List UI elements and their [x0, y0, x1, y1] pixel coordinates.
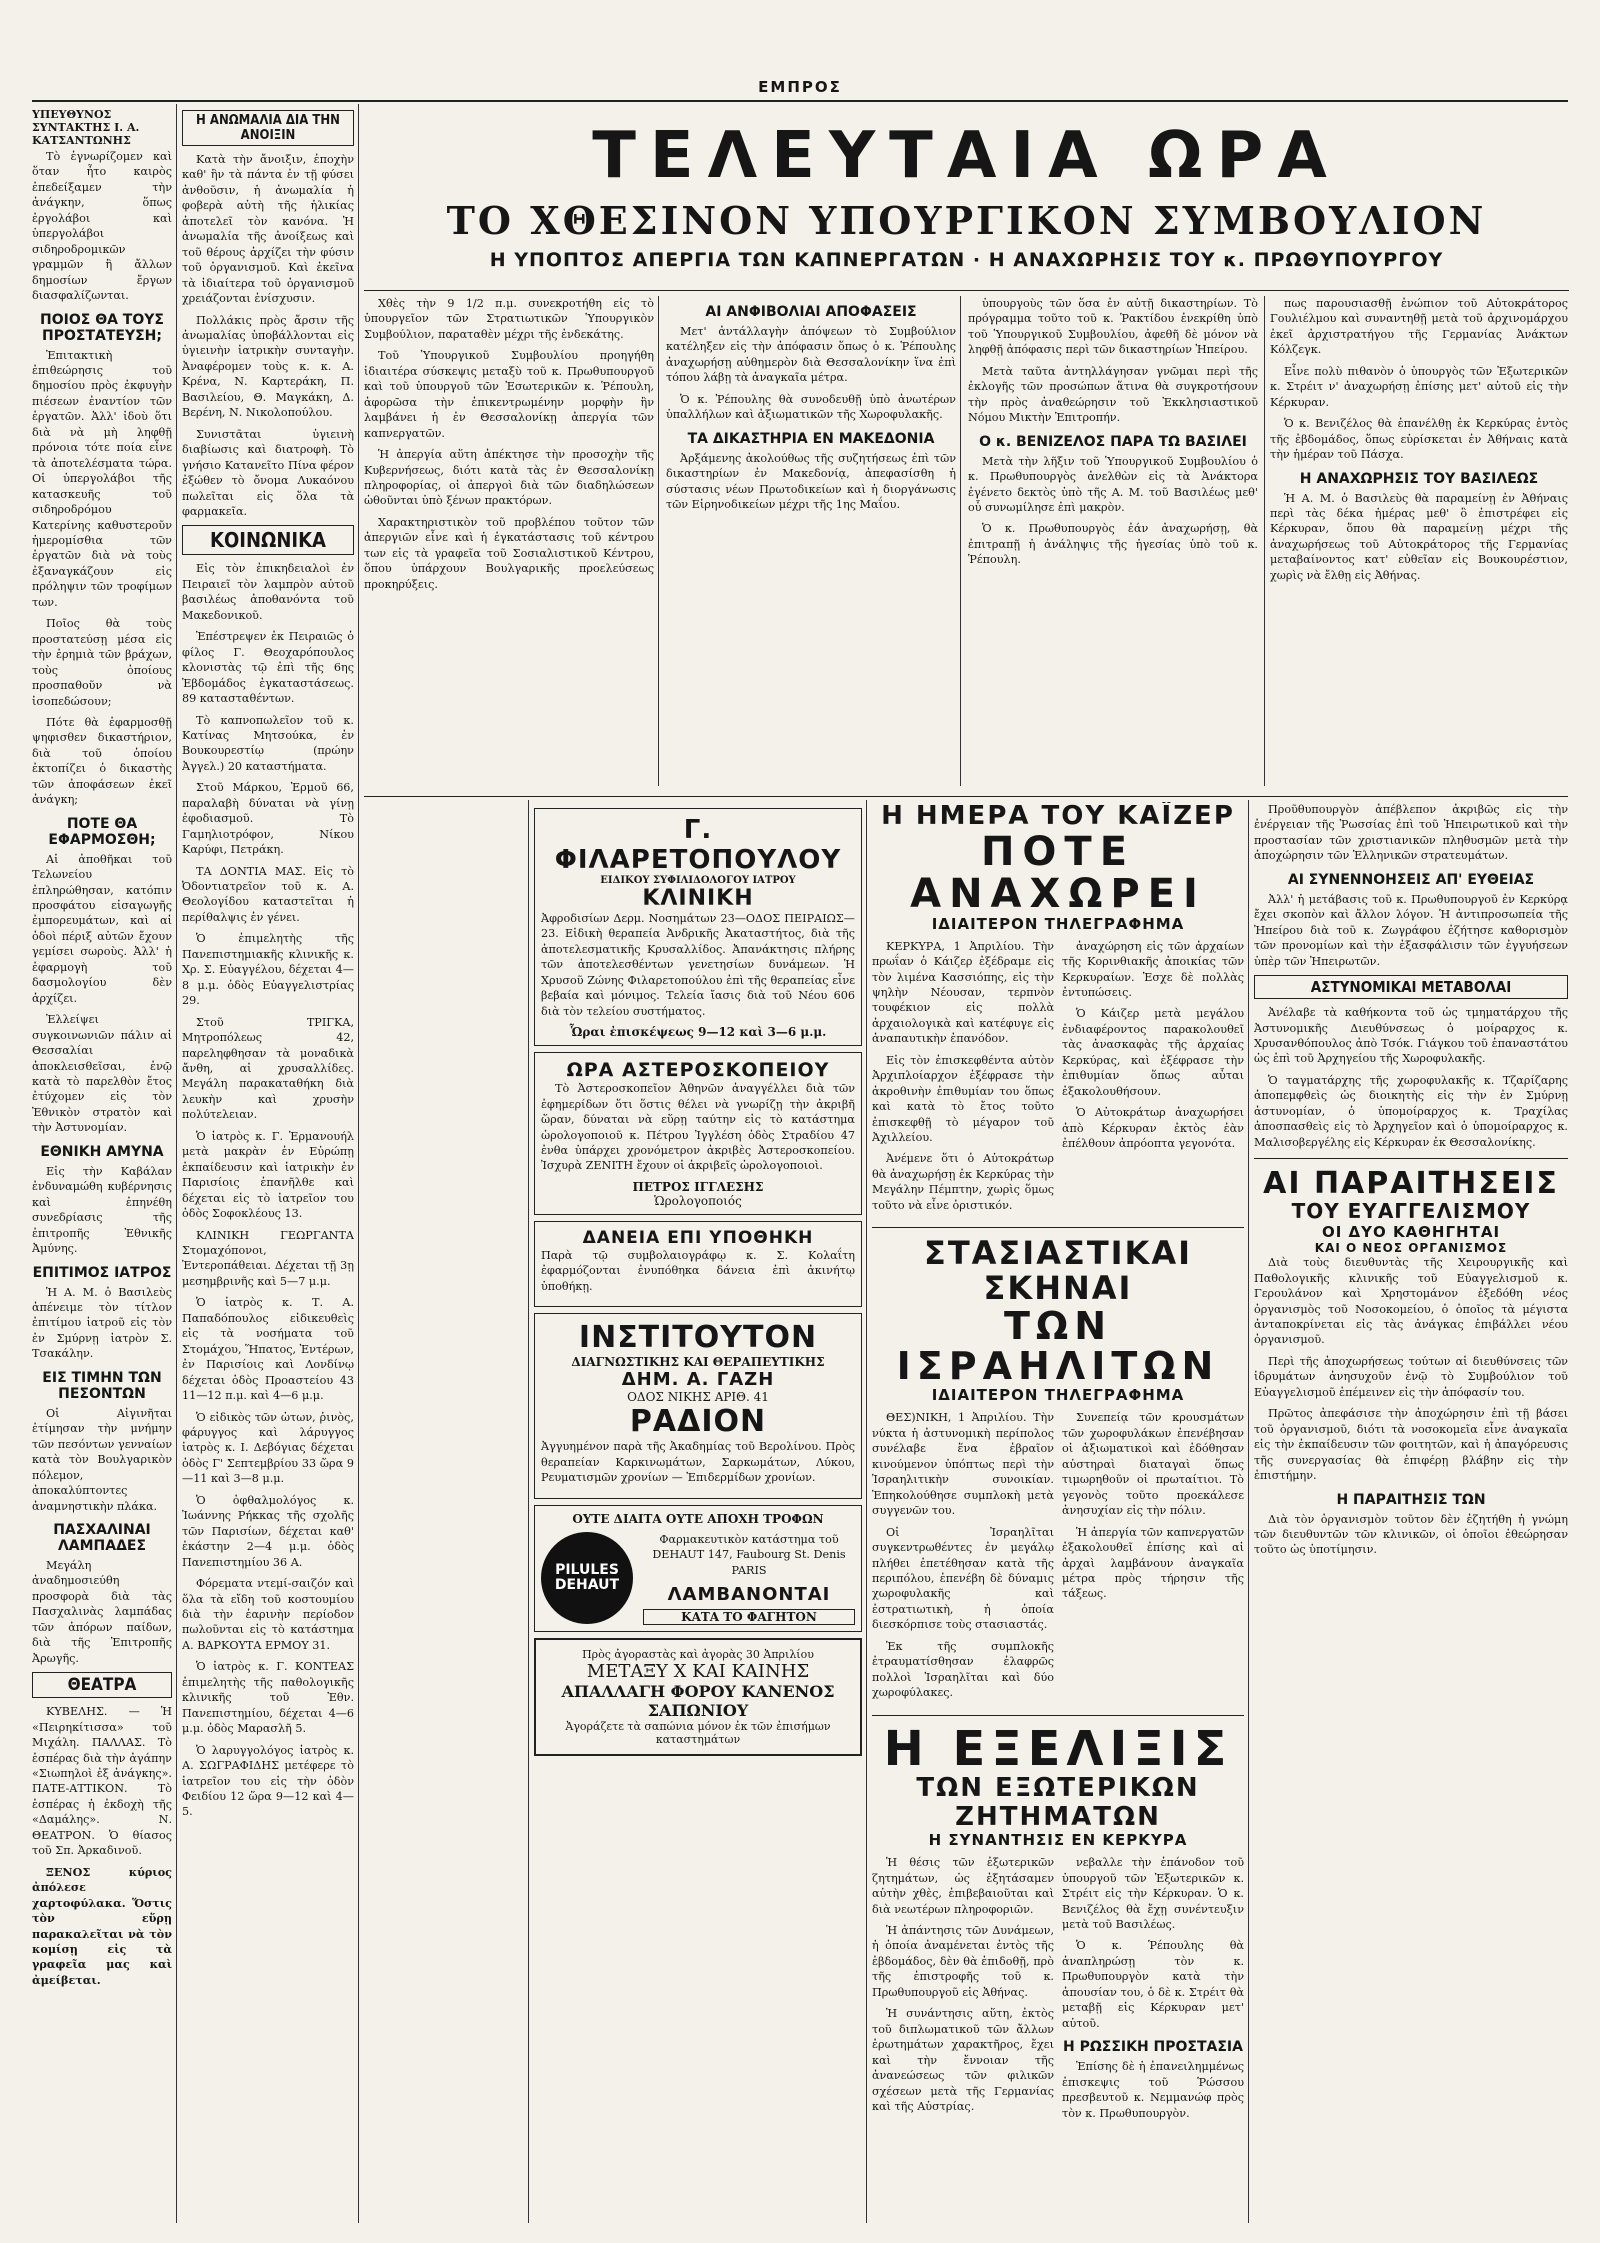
clinic-ad [534, 808, 862, 1046]
article-paragraph: Ὁ λαρυγγολόγος ἰατρὸς κ. Α. ΣΩΓΡΑΦΙΔΗΣ μετέφερε τὸ ἰατρεῖον του εἰς τὴν ὁδὸν Φειδίου 12 ὥρα 9—12 καὶ 4—5. [182, 1743, 354, 1819]
article-paragraph: Ὁ ὀφθαλμολόγος κ. Ἰωάννης Ρήκκας τῆς σχολῆς τῶν Παρισίων, δέχεται καθ' ἑκάστην 2—4 μ.μ. ὁδὸς Πανεπιστημίου 36 Α. [182, 1493, 354, 1569]
lead-col-1 [364, 296, 654, 786]
editor-byline: ΥΠΕΥΘΥΝΟΣ ΣΥΝΤΑΚΤΗΣ Ι. Α. ΚΑΤΣΑΝΤΩΝΗΣ [32, 108, 140, 147]
article-paragraph: Χαρακτηριστικὸν τοῦ προβλέπου τοῦτον τῶν ἀπεργιῶν εἶνε καὶ ἡ ἐγκατάστασις τοῦ κέντρου των εἰς τὰ γραφεῖα τοῦ Σοσιαλιστικοῦ Κέντρου, ὅπου ὑπάρχουν Βουλγαρικῆς προελεύσεως προκηρύξεις. [364, 515, 654, 591]
resignations-sub: ΤΟΥ ΕΥΑΓΓΕΛΙΣΜΟΥ [1291, 1199, 1531, 1224]
article-paragraph: Ὁ κ. Ῥέπουλης θὰ συνοδευθῇ ὑπὸ ἀνωτέρων ὑπαλλήλων καὶ ἀξιωματικῶν τῆς Χωροφυλακῆς. [666, 392, 956, 422]
article-paragraph: Ἐλλείψει συγκοινωνιῶν πάλιν αἱ Θεσσαλίαι ἀποκλεισθεῖσαι, ἐνῷ κατὰ τὸ παρελθὸν ἔτος ἐτύχομεν εἰς τὸν Ἐθνικὸν στρατὸν καὶ τὴν Ἀστυνομίαν. [32, 1013, 172, 1135]
article-paragraph: Διὰ τοὺς διευθυντὰς τῆς Χειρουργικῆς καὶ Παθολογικῆς κλινικῆς τοῦ Εὐαγγελισμοῦ κ. Γερουλάνον καὶ Χρηστομάνον ἐξεδόθη νέος ὀργανισμὸς τοῦ Νοσοκομείου, ὁ ὁποῖος τὰ μέγιστα ἀνταποκρίνεται εἰς τὰς ἀνάγκας ἐπιβάλλει νέου ὀργανισμοῦ. [1254, 1256, 1568, 1347]
soap-line: ΜΕΤΑΞΥ Χ ΚΑΙ ΚΑΙΝΗΣ [586, 1660, 810, 1682]
article-paragraph: Αἱ ἀποθῆκαι τοῦ Τελωνείου ἐπληρώθησαν, κατόπιν προσφάτου εἰσαγωγῆς ἐμπορευμάτων, καὶ αἱ ὁδοὶ πέριξ αὐτῶν ἔχουν γεμίσει σωροὺς. Ἀλλ' ἡ ἐφαρμογὴ τοῦ δασμολογίου δὲν ἀρχίζει. [32, 852, 172, 1005]
article-paragraph: Ποῖος θὰ τοὺς προστατεύσῃ μέσα εἰς τὴν ἐρημιὰ τῶν βράχων, τοὺς ὁποίους προσπαθοῦν νὰ ἰσοπεδώσουν; [32, 617, 172, 708]
column-1 [32, 106, 172, 2221]
article-paragraph: πως παρουσιασθῇ ἐνώπιον τοῦ Αὐτοκράτορος Γουλιέλμου καὶ συναντηθῇ μετὰ τοῦ ἀρχινομάρχου ἐκεῖ ἀρχιστρατήγου τῆς Γερμανίας Ἀνάκτων Κόλζεγκ. [1270, 297, 1568, 357]
rebels-title: ΣΤΑΣΙΑΣΤΙΚΑΙ ΣΚΗΝΑΙ [923, 1234, 1193, 1308]
divider [872, 1715, 1244, 1716]
soap-line: ΑΠΑΛΛΑΓΗ ΦΟΡΟΥ ΚΑΝΕΝΟΣ ΣΑΠΩΝΙΟΥ [561, 1681, 835, 1720]
article-paragraph: Εἰς τὸν ἐπικηδειαλοὶ ἐν Πειραιεῖ τὸν λαμπρὸν αὐτοῦ βασιλέως ἀποθανόντα τοῦ Μακεδονικοῦ. [182, 562, 354, 622]
resignations-title: ΑΙ ΠΑΡΑΙΤΗΣΕΙΣ [1263, 1166, 1559, 1202]
article-paragraph: Τὸ καπνοπωλεῖον τοῦ κ. Κατίνας Μητσούκα, ἐν Βουκουρεστίῳ (πρώην Ἀγγελ.) 20 καταστήματα. [182, 713, 354, 773]
society-heading: ΚΟΙΝΩΝΙΚΑ [182, 525, 354, 555]
institute-name: ΔΗΜ. Α. ΓΑΖΗ [621, 1369, 775, 1391]
radium-text: Ἀγγυημένον παρὰ τῆς Ἀκαδημίας τοῦ Βερολίνου. Πρὸς θεραπείαν Καρκινωμάτων, Σαρκωμάτων, Λύκου, Ρευματισμῶν χρονίων — Ἐπιδερμίδων χρονίων. [541, 1440, 855, 1485]
rebels-tele: ΙΔΙΑΙΤΕΡΟΝ ΤΗΛΕΓΡΑΦΗΜΑ [931, 1386, 1185, 1405]
article-paragraph: Περὶ τῆς ἀποχωρήσεως τούτων αἱ διευθύνσεις τῶν ἰδρυμάτων ἀνησυχοῦν ἐνῷ τὸ Συμβούλιον τοῦ Εὐαγγελισμοῦ ἐπέμεινεν εἰς τὴν ἀπόφασίν του. [1254, 1354, 1568, 1399]
article-paragraph: Πολλάκις πρὸς ἄρσιν τῆς ἀνωμαλίας ὑποβάλλονται εἰς ὑγιεινὴν ἰατρικὴν συνταγὴν. Ἀναφέρομεν τοὺς κ. κ. Α. Κρένα, Ν. Καρτεράκη, Π. Βασιλείου, Θ. Μαγκάκη, Δ. Βερένη, Ν. Νικολοπούλου. [182, 313, 354, 420]
article-paragraph: Ἡ ἀπάντησις τῶν Δυνάμεων, ἡ ὁποία ἀναμένεται ἐντὸς τῆς ἑβδομάδος, δὲν θὰ ἐπιδοθῇ, πρὸ τῆς ἐπιστροφῆς τοῦ κ. Πρωθυπουργοῦ εἰς Ἀθήνας. [872, 1924, 1054, 1999]
article-paragraph: Ὁ Αὐτοκράτωρ ἀναχωρήσει ἀπὸ Κέρκυραν ἐκτὸς ἐὰν ἐπέλθουν ἀπρόοπτα γεγονότα. [1062, 1106, 1244, 1151]
article-paragraph: Ἡ ἀπεργία τῶν καπνεργατῶν ἐξακολουθεῖ ἐπίσης καὶ αἱ ἀρχαὶ λαμβάνουν ἀναγκαῖα μέτρα πρὸς τήρησιν τῆς τάξεως. [1062, 1525, 1244, 1601]
pills-bottom: ΚΑΤΑ ΤΟ ΦΑΓΗΤΟΝ [643, 1609, 855, 1625]
radium-title: ΡΑΔΙΟΝ [629, 1404, 767, 1440]
section-heading: ΑΙ ΑΝΦΙΒΟΛΙΑΙ ΑΠΟΦΑΣΕΙΣ [705, 304, 917, 320]
ads-column [534, 802, 862, 2222]
article-paragraph: Τὸ ἐγνωρίζομεν καὶ ὅταν ἦτο καιρὸς ἐπεδείξαμεν τὴν ἀνάγκην, ὅπως ἐργολάβοι καὶ ὑπεργολάβοι σιδηροδρομικῶν γραμμῶν ἢ ἄλλων δημοσίων ἔργων διασφαλίζωνται. [32, 150, 172, 303]
evolution-sub: ΤΩΝ ΕΞΩΤΕΡΙΚΩΝ ΖΗΤΗΜΑΤΩΝ [916, 1773, 1200, 1832]
page-rule [32, 100, 1568, 102]
article-paragraph: Εἰς τὴν Καβάλαν ἐνδυναμώθη κυβέρνησις καὶ ἐπηνέθη συνεδρίασις τῆς ἐπιτροπῆς Ἐθνικῆς Ἀμύνης. [32, 1164, 172, 1256]
article-paragraph: Ὁ κ. Βενιζέλος θὰ ἐπανέλθῃ ἐκ Κερκύρας ἐντὸς τῆς ἑβδομάδος, ὅπως εὑρίσκεται ἐν Ἀθήναις κατὰ τὴν ἡμέραν τοῦ Πάσχα. [1270, 417, 1568, 462]
article-paragraph: Ἡ συνάντησις αὕτη, ἐκτὸς τοῦ διπλωματικοῦ τῶν ἄλλων ἐρωτημάτων χαρακτῆρος, ἔχει καὶ τὴν ἔννοιαν τῆς ἀνανεώσεως τῶν φιλικῶν σχέσεων μετὰ τῆς Γερμανίας καὶ τῆς Αὐστρίας. [872, 2007, 1054, 2113]
observatory-title: ΩΡΑ ΑΣΤΕΡΟΣΚΟΠΕΙΟΥ [566, 1059, 830, 1082]
article-paragraph: Ἀνέλαβε τὰ καθήκοντα τοῦ ὡς τμηματάρχου τῆς Ἀστυνομικῆς Διευθύνσεως ὁ μοίραρχος κ. Χρυσανθόπουλος ἀπὸ Τσόκ. Γιάγκου τοῦ ἐπαναστάτου ὡς ἐπὶ τοῦ Ἀρχηγείου τῆς Χωροφυλακῆς. [1254, 1006, 1568, 1066]
article-paragraph: Ἐπέστρεψεν ἐκ Πειραιῶς ὁ φίλος Γ. Θεοχαρόπουλος κλονιστὰς τῷ ἐπὶ τῆς 6ης Ἑβδομάδος ἐγκαταστάσεως. 89 κατασταθέντων. [182, 630, 354, 706]
pills-logo-word: PILULES [555, 1561, 619, 1578]
article-paragraph: Ὁ ἰατρὸς κ. Γ. Ἑρμανουήλ μετὰ μακρὰν ἐν Εὐρώπῃ ἐκπαίδευσιν καὶ ἰατρικὴν ἐν Παρισίοις ἐπανῆλθε καὶ δέχεται εἰς τὸ ἰατρεῖον του ὁδὸς Σοφοκλέους 13. [182, 1129, 354, 1221]
article-paragraph: Φόρεματα ντεμί-σαιζόν καὶ ὅλα τὰ εἴδη τοῦ κοστουμίου διὰ τὴν ἐαρινὴν περίοδον πωλοῦνται εἰς τὸ κατάστημα Α. ΒΑΡΚΟΥΤΑ ΕΡΜΟΥ 31. [182, 1577, 354, 1652]
section-heading: ΠΟΙΟΣ ΘΑ ΤΟΥΣ ΠΡΟΣΤΑΤΕΥΣΗ; [40, 311, 164, 344]
article-paragraph: Ὁ κ. Πρωθυπουργὸς ἐάν ἀναχωρήσῃ, θὰ ἐπιτραπῇ ἡ ἀνάληψις τῆς ἡγεσίας ὑπὸ τοῦ κ. Ῥέπουλη. [968, 522, 1258, 567]
lead-subtitle-2: Η ΥΠΟΠΤΟΣ ΑΠΕΡΓΙΑ ΤΩΝ ΚΑΠΝΕΡΓΑΤΩΝ · Η ΑΝΑΧΩΡΗΣΙΣ ΤΟΥ κ. ΠΡΩΘΥΠΟΥΡΓΟΥ [489, 249, 1444, 271]
pills-text: Φαρμακευτικὸν κατάστημα τοῦ DEHAUT 147, Faubourg St. Denis PARIS [652, 1532, 846, 1577]
article-paragraph: Προῦθυπουργὸν ἀπέβλεπον ἀκριβῶς εἰς τὴν ἐνέργειαν τῆς Ῥωσσίας ἐπὶ τοῦ Ἠπειρωτικοῦ καὶ τὴν προστασίαν τῶν χριστιανικῶν πληθυσμῶν μετὰ τὴν ἀποχώρησιν τῶν Ἑλληνικῶν στρατευμάτων. [1254, 803, 1568, 863]
section-heading: Ο κ. ΒΕΝΙΖΕΛΟΣ ΠΑΡΑ ΤΩ ΒΑΣΙΛΕΙ [979, 433, 1247, 450]
kaiser-title: Η ΗΜΕΡΑ ΤΟΥ ΚΑΪΖΕΡ [881, 802, 1235, 831]
article-paragraph: Μετὰ ταῦτα ἀντηλλάγησαν γνῶμαι περὶ τῆς ἐκλογῆς τῶν προσώπων ἅτινα θὰ συγκροτήσουν τὴν πρὸς ἀναθεώρησιν τοῦ Ἐκκλησιαστικοῦ Νόμου Μικτὴν Ἐπιτροπήν. [968, 364, 1258, 425]
lead-col-3 [968, 296, 1258, 786]
article-paragraph: Μετὰ τὴν λῆξιν τοῦ Ὑπουργικοῦ Συμβουλίου ὁ κ. Πρωθυπουργὸς ἀνελθὼν εἰς τὰ Ἀνάκτορα ἐγένετο δεκτὸς ὑπὸ τῆς Α. Μ. τοῦ Βασιλέως μεθ' οὗ συνωμίλησε ἐπὶ μακρὸν. [968, 454, 1258, 514]
article-paragraph: Ὁ Κάιζερ μετὰ μεγάλου ἐνδιαφέροντος παρακολουθεῖ τὰς ἀνασκαφὰς τῆς ἀρχαίας Κερκύρας, καὶ ἐξέφρασε τὴν ἐπιθυμίαν ὅπως αὗται ἐξακολουθήσουν. [1062, 1007, 1244, 1098]
column-rule [528, 800, 529, 2223]
column-rule [358, 104, 359, 2223]
column-rule [960, 296, 961, 786]
column-rule [176, 104, 177, 2223]
article-paragraph: Οἱ Αἰγινῆται ἐτίμησαν τὴν μνήμην τῶν πεσόντων γενναίων κατὰ τὸν Βουλγαρικὸν πόλεμον, ἀποκαλύπτοντες ἀναμνηστικὴν πλάκα. [32, 1406, 172, 1513]
clinic-name: Γ. ΦΙΛΑΡΕΤΟΠΟΥΛΟΥ [554, 815, 842, 875]
section-heading: Η ΑΝΩΜΑΛΙΑ ΔΙΑ ΤΗΝ ΑΝΟΙΞΙΝ [182, 110, 354, 146]
section-heading: Η ΠΑΡΑΙΤΗΣΙΣ ΤΩΝ [1336, 1491, 1486, 1508]
article-paragraph: ὑπουργοὺς τῶν ὅσα ἐν αὐτῇ δικαστηρίων. Τὸ πρόγραμμα τοῦτο τοῦ κ. Ῥακτίδου ἐνεκρίθη ὑπὸ τοῦ Ὑπουργικοῦ Συμβουλίου, ἀφεθῆ δὲ μόνον νὰ ληφθῇ ἀπόφασις περὶ τῶν δικαστηρίων Ἠπείρου. [968, 297, 1258, 357]
article-paragraph: Διὰ τὸν ὀργανισμὸν τοῦτον δὲν ἐζητήθη ἡ γνώμη τῶν διευθυντῶν τῶν κλινικῶν, οἱ ὁποῖοι ἐθεώρησαν τοῦτο ὡς ὑποτίμησιν. [1254, 1512, 1568, 1557]
pills-ad [534, 1505, 862, 1632]
kaiser-big: ΠΟΤΕ ΑΝΑΧΩΡΕΙ [910, 828, 1206, 917]
institute-sub: ΔΙΑΓΝΩΣΤΙΚΗΣ ΚΑΙ ΘΕΡΑΠΕΥΤΙΚΗΣ [571, 1355, 825, 1370]
observatory-sign-2: Ὡρολογοποιός [654, 1193, 742, 1208]
divider [1254, 1158, 1568, 1159]
observatory-ad [534, 1052, 862, 1215]
section-heading: ΕΘΝΙΚΗ ΑΜΥΝΑ [40, 1143, 164, 1160]
loans-title: ΔΑΝΕΙΑ ΕΠΙ ΥΠΟΘΗΚΗ [582, 1227, 814, 1248]
section-heading: ΠΟΤΕ ΘΑ ΕΦΑΡΜΟΣΘΗ; [48, 815, 156, 848]
article-paragraph: νεβαλλε τὴν ἐπάνοδον τοῦ ὑπουργοῦ τῶν Ἐξωτερικῶν κ. Στρέιτ εἰς τὴν Κέρκυραν. Ὁ κ. Βενιζέλος θὰ ἔχῃ συνέντευξιν μετὰ τοῦ Βασιλέως. [1062, 1856, 1244, 1931]
section-heading: ΕΙΣ ΤΙΜΗΝ ΤΩΝ ΠΕΣΟΝΤΩΝ [42, 1369, 162, 1402]
clinic-kind: ΚΛΙΝΙΚΗ [642, 886, 754, 911]
article-paragraph: ΘΕΣ)ΝΙΚΗ, 1 Ἀπριλίου. Τὴν νύκτα ἡ ἀστυνομικὴ περίπολος συνέλαβε ἕνα ἐβραῖον κινούμενον ὑπόπτως περὶ τὴν Ἰσραηλιτικὴν συνοικίαν. Ἐπηκολούθησε συμπλοκὴ μετὰ συγγενῶν του. [872, 1411, 1054, 1518]
article-paragraph: Οἱ Ἰσραηλῖται συγκεντρωθέντες ἐν μεγάλῳ πλήθει ἐπετέθησαν κατὰ τῆς περιπόλου, ἐπενέβη δὲ δύναμις χωροφυλακῆς καὶ ἐστρατιωτικὴ, ἡ ὁποία διεσκόρπισε τοὺς στασιαστάς. [872, 1525, 1054, 1632]
column-right [1254, 802, 1568, 2222]
article-paragraph: ἀναχώρηση εἰς τῶν ἀρχαίων τῆς Κορινθιακῆς ἀποικίας τῶν Κερκυραίων. Ἐσχε δὲ πολλὰς ἐντυπώσεις. [1062, 939, 1244, 999]
institute-title: ΙΝΣΤΙΤΟΥΤΟΝ [578, 1320, 818, 1356]
clinic-tag: ΕΙΔΙΚΟΥ ΣΥΦΙΛΙΔΟΛΟΓΟΥ ΙΑΤΡΟΥ [600, 875, 796, 886]
kaiser-tele: ΙΔΙΑΙΤΕΡΟΝ ΤΗΛΕΓΡΑΦΗΜΑ [931, 914, 1185, 933]
loans-text: Παρὰ τῷ συμβολαιογράφῳ κ. Σ. Κολαΐτη ἐφαρμόζονται ἐνυπόθηκα δάνεια ἐπὶ ἀκινήτῳ ὑποθήκῃ. [541, 1248, 855, 1293]
article-paragraph: ΤΑ ΔΟΝΤΙΑ ΜΑΣ. Εἰς τὸ Ὀδοντιατρεῖον τοῦ κ. Α. Θεολογίδου καταστεῖται ἡ περίθαλψις ἐν γένει. [182, 864, 354, 924]
section-heading: ΠΑΣΧΑΛΙΝΑΙ ΛΑΜΠΑΔΕΣ [53, 1521, 151, 1554]
article-paragraph: ΚΥΒΕΛΗΣ. — Ἡ «Πειρηκίτισσα» τοῦ Μιχάλη. ΠΑΛΛΑΣ. Τὸ ἑσπέρας διὰ τὴν ἀγάπην «Σιωπηλοὶ ἐξ ἀνάγκης». ΠΑΤΕ-ΑΤΤΙΚΟΝ. Τὸ ἑσπέρας ἡ ἐκδοχὴ τῆς «Δαμάλης». Ν. ΘΕΑΤΡΟΝ. Ὁ θίασος τοῦ Σπ. Ἀρκαδινοῦ. [32, 1705, 172, 1858]
article-paragraph: Ὁ ἐπιμελητὴς τῆς Πανεπιστημιακῆς κλινικῆς κ. Χρ. Σ. Εὐαγγέλου, δέχεται 4—8 μ.μ. ὁδὸς Εὐαγγελιστρίας 29. [182, 932, 354, 1008]
article-paragraph: Ὁ εἰδικὸς τῶν ὠτων, ῥινὸς, φάρυγγος καὶ λάρυγγος ἰατρὸς κ. Ι. Δεβόγιας δέχεται ὁδὸς Γ' Σεπτεμβρίου 33 ὥρα 9—11 καὶ 3—8 μ.μ. [182, 1410, 354, 1486]
article-paragraph: Ὁ ταγματάρχης τῆς χωροφυλακῆς κ. Τζαρίζαρης ἀποπεμφθεὶς ὡς διοικητὴς εἰς τὴν ἐν Σμύρνῃ ἀστυνομίαν, ὁ ὑπομοίραρχος κ. Τραχίλας ἀποσπασθεὶς εἰς τὸ Ἀρχηγεῖον καὶ ὁ ὑπομοίραρχος κ. Μαλισοβεργέλης εἰς Κέρκυραν ἐκ Θεσσαλονίκης. [1254, 1073, 1568, 1149]
pills-logo-word: DEHAUT [554, 1577, 620, 1594]
soap-ad [534, 1638, 862, 1756]
lead-subtitle: ΤΟ ΧΘΕΣΙΝΟΝ ΥΠΟΥΡΓΙΚΟΝ ΣΥΜΒΟΥΛΙΟΝ [446, 198, 1487, 243]
column-rule [1264, 296, 1265, 786]
article-paragraph: Ἡ Α. Μ. ὁ Βασιλεὺς ἀπένειμε τὸν τίτλον ἐπιτίμου ἰατροῦ εἰς τὸν ἐν Σμύρνῃ ἰατρὸν Σ. Τσακάλην. [32, 1285, 172, 1361]
article-paragraph: Εἰς τὸν ἐπισκεφθέντα αὐτὸν Ἀρχιπλοίαρχον ἐξέφρασε τὴν ἀκροθινὴν ἐπιθυμίαν του ὅπως καὶ κατὰ τὸ ἔτος τοῦτο ἐπισκεφθῇ τὸ μέγαρον τοῦ Ἀχιλλείου. [872, 1053, 1054, 1145]
kaiser-story [872, 802, 1244, 2222]
lead-col-4 [1270, 296, 1568, 786]
section-heading: ΑΙ ΣΥΝΕΝΝΟΗΣΕΙΣ ΑΠ' ΕΥΘΕΙΑΣ [1287, 871, 1535, 888]
article-paragraph: Ὁ κ. Ῥέπουλης θὰ ἀναπληρώσῃ τὸν κ. Πρωθυπουργὸν κατὰ τὴν ἀπουσίαν του, ὁ δὲ κ. Στρέιτ θὰ μεταβῇ εἰς Κέρκυραν μετ' αὐτοῦ. [1062, 1939, 1244, 2030]
lead-col-2 [666, 296, 956, 786]
clinic-text: Ἀφροδισίων Δερμ. Νοσημάτων 23—ΟΔΟΣ ΠΕΙΡΑΙΩΣ—23. Εἰδικὴ θεραπεία Ἀνδρικῆς Ἀκαταστήτος, διὰ τῆς ἀποτελεσματικῆς Κρυσαλλίδος. Ἀπανάκτησις πλήρης τῶν ἀποτελεσθέντων γενετησίων δυνάμεων. Ἡ Χρυσοῦ Ζώνης Φιλαρετοπούλου ἐπὶ τῆς θεραπείας εἶνε βεβαία καὶ μόνιμος. Τελεία ἴασις διὰ τοῦ Νέου 606 διὰ τὸν τελείου συστήματος. [541, 912, 855, 1018]
divider [364, 290, 1569, 291]
article-paragraph: ΚΕΡΚΥΡΑ, 1 Ἀπριλίου. Τὴν πρωΐαν ὁ Κάιζερ ἐξέδραμε εἰς τὸν λιμένα Κασσιόπης, εἰς τὴν ψηλὴν Νέουσαν, τερπνὸν τουφέκιον εἰς πολλὰ ἀρχαιολογικὰ καὶ κατέφυγε εἰς ἀναπαυτικὴν ἐπανόδον. [872, 939, 1054, 1046]
article-paragraph: Ὁ ἰατρὸς κ. Τ. Α. Παπαδόπουλος εἰδικευθεὶς εἰς τὰ νοσήματα τοῦ Στομάχου, Ἥπατος, Ἐντέρων, ἐν Παρισίοις καὶ Λονδίνῳ δέχεται ὁδὸς Προαστείου 43 11—12 π.μ. καὶ 4—6 μ.μ. [182, 1296, 354, 1403]
pills-logo-icon [541, 1532, 633, 1624]
article-paragraph: Ἡ Α. Μ. ὁ Βασιλεὺς θὰ παραμείνῃ ἐν Ἀθήναις περὶ τὰς δέκα ἡμέρας μεθ' ὃ ἐπιστρέφει εἰς Κέρκυραν, ὅπου θὰ παραμείνῃ μέχρι τῆς ἀναχωρήσεως τοῦ Αὐτοκράτορος τῆς Γερμανίας μεταβαίνοντος κατ' εὐθεῖαν εἰς Βουκουρέστιον, χωρὶς νὰ ἔλθῃ εἰς Ἀθήνας. [1270, 491, 1568, 582]
section-heading: ΤΑ ΔΙΚΑΣΤΗΡΙΑ ΕΝ ΜΑΚΕΔΟΝΙΑ [687, 430, 935, 447]
pills-top: ΟΥΤΕ ΔΙΑΙΤΑ ΟΥΤΕ ΑΠΟΧΗ ΤΡΟΦΩΝ [572, 1511, 824, 1526]
article-paragraph: Ἀρξάμενης ἀκολούθως τῆς συζητήσεως ἐπὶ τῶν δικαστηρίων ἐν Μακεδονίᾳ, ἀπεφασίσθη ἡ σύστασις νέων Πρωτοδικείων καὶ ἡ διοργάνωσις τῶν Εἰρηνοδικείων μέχρι τῆς 1ης Μαΐου. [666, 451, 956, 512]
article-paragraph: Συνιστᾶται ὑγιεινὴ διαβίωσις καὶ διατροφὴ. Τὸ γνήσιο Κατανεῖτο Πίνα φέρον ἐξώθεν τὸ ὄνομα Λυκαόνου πωλεῖται εἰς ὅλα τὰ φαρμακεῖα. [182, 427, 354, 518]
column-rule [658, 296, 659, 786]
article-paragraph: Συνεπείᾳ τῶν κρουσμάτων τῶν χωροφυλάκων ἐπενέβησαν οἱ ἀξιωματικοὶ καὶ ἐδόθησαν αὐστηραὶ διαταγαὶ ὅπως τιμωρηθοῦν οἱ πρωταίτιοι. Τὸ γεγονὸς τοῦτο προεκάλεσε ἀνησυχίαν εἰς τὴν πόλιν. [1062, 1411, 1244, 1518]
article-paragraph: Ἐκ τῆς συμπλοκῆς ἐτραυματίσθησαν ἐλαφρῶς πολλοὶ Ἰσραηλῖται καὶ δύο χωροφύλακες. [872, 1639, 1054, 1700]
article-paragraph: Ὁ ἰατρὸς κ. Γ. ΚΟΝΤΕΑΣ ἐπιμελητὴς τῆς παθολογικῆς κλινικῆς τοῦ Ἐθν. Πανεπιστημίου, δέχεται 4—6 μ.μ. ὁδὸς Μαρασλῆ 5. [182, 1660, 354, 1736]
article-paragraph: Στοῦ ΤΡΙΓΚΑ, Μητροπόλεως 42, παρεληφθησαν τὰ μοναδικὰ ἄνθη, αἱ χρυσαλλίδες. Μεγάλη παρακαταθήκη διὰ λευκὴν καὶ χρυσὴν πολύτελειαν. [182, 1015, 354, 1122]
article-paragraph: Πότε θὰ ἐφαρμοσθῇ ψηφισθεν δικαστήριον, διὰ τοῦ ὁποίου ἐκτοπίζει ὁ δικαστὴς τῶν ἀποφάσεων ἐκεῖ ἀνάγκη; [32, 715, 172, 807]
resignations-sub-3: ΚΑΙ Ο ΝΕΟΣ ΟΡΓΑΝΙΣΜΟΣ [1314, 1241, 1508, 1256]
article-paragraph: Ἐπίσης δὲ ἡ ἐπανειλημμένως ἐπισκεψις τοῦ Ῥώσσου πρεσβευτοῦ κ. Νεμμανώφ πρὸς τὸν κ. Πρωθυπουργὸν. [1062, 2060, 1244, 2120]
resignations-sub-2: ΟΙ ΔΥΟ ΚΑΘΗΓΗΤΑΙ [1321, 1223, 1501, 1242]
divider [364, 796, 1568, 797]
soap-line: Πρὸς ἀγοραστὰς καὶ ἀγορὰς 30 Ἀπριλίου [582, 1647, 814, 1661]
section-heading: ΑΣΤΥΝΟΜΙΚΑΙ ΜΕΤΑΒΟΛΑΙ [1254, 975, 1568, 999]
article-paragraph: Ἡ ἀπεργία αὕτη ἀπέκτησε τὴν προσοχὴν τῆς Κυβερνήσεως, διότι κατὰ τὰς ἐν Θεσσαλονίκῃ πληροφορίας, οἱ ἀπεργοὶ διὰ τῶν διαδηλώσεων ὠθοῦνται ὑπὸ ξένων πρακτόρων. [364, 448, 654, 508]
article-paragraph: Ἀλλ' ἡ μετάβασις τοῦ κ. Πρωθυπουργοῦ ἐν Κερκύρᾳ ἔχει σκοπὸν καὶ ἄλλον λόγον. Ἡ ἀντιπροσωπεία τῆς Ἠπείρου διὰ τοῦ κ. Ζωγράφου ἐζήτησε καθορισμὸν τῶν προνομίων καὶ τὴν ἐξασφάλισιν τῶν ἐγγυήσεων ὑπὲρ τῶν Ἠπειρωτῶν. [1254, 892, 1568, 968]
article-paragraph: Ἡ θέσις τῶν ἐξωτερικῶν ζητημάτων, ὡς ἐξητάσαμεν αὐτὴν χθὲς, ἐπιβεβαιοῦται καὶ διὰ νεωτέρων πληροφοριῶν. [872, 1856, 1054, 1916]
institute-ad [534, 1313, 862, 1498]
soap-line: Ἀγοράζετε τὰ σαπώνια μόνον ἐκ τῶν ἐπισήμων καταστημάτων [565, 1719, 831, 1746]
observatory-text: Τὸ Ἀστεροσκοπεῖον Ἀθηνῶν ἀναγγέλλει διὰ τῶν ἐφημερίδων ὅτι ὅστις θέλει νὰ γνωρίζῃ τὴν ἀκριβῆ ὥραν, δύναται νὰ εὕρῃ ταύτην εἰς τὸ κατάστημα ὡρολογοποιοῦ κ. Πέτρου Ἰγγλέση ὁδὸς Στραδίου 47 ἐνθα ὑπάρχει χρονόμετρον ἀκριβὲς Ἀστεροσκοπείου. Ἰσχυρὰ ZENITH ἔχουν οἱ ἀκριβεῖς ὡρολογοποιοὶ. [541, 1082, 855, 1173]
divider [872, 1227, 1244, 1228]
loans-ad [534, 1221, 862, 1307]
observatory-sign: ΠΕΤΡΟΣ ΙΓΓΛΕΣΗΣ [632, 1179, 764, 1194]
article-paragraph: Στοῦ Μάρκου, Ἑρμοῦ 66, παραλαβὴ δύναται νὰ γίνῃ ἐφοδιασμοῦ. Τὸ Γαμηλιοτρόφον, Νίκου Καρύφι, Πετράκη. [182, 781, 354, 857]
pills-take: ΛΑΜΒΑΝΟΝΤΑΙ [667, 1583, 831, 1605]
theatre-heading: ΘΕΑΤΡΑ [32, 1672, 172, 1698]
article-paragraph: Τοῦ Ὑπουργικοῦ Συμβουλίου προηγήθη ἰδιαιτέρα σύσκεψις μεταξὺ τοῦ κ. Πρωθυπουργοῦ καὶ τοῦ ὑπουργοῦ τῶν Ἐσωτερικῶν κ. Ῥέπουλη, ἀφορῶσα τὴν ἐπικεντρωμένην μορφὴν ἣν λαμβάνει ἡ ἐν Θεσσαλονίκῃ ἀπεργία τῶν καπνεργατῶν. [364, 349, 654, 440]
institute-addr: ΟΔΟΣ ΝΙΚΗΣ ΑΡΙΘ. 41 [627, 1390, 769, 1405]
article-paragraph: Χθὲς τὴν 9 1/2 π.μ. συνεκροτήθη εἰς τὸ ὑπουργεῖον τῶν Στρατιωτικῶν Ὑπουργικὸν Συμβούλιον, παραταθὲν μέχρι τῆς ἐνδεκάτης. [364, 297, 654, 341]
article-paragraph: Εἶνε πολὺ πιθανὸν ὁ ὑπουργὸς τῶν Ἐξωτερικῶν κ. Στρέιτ ν' ἀναχωρήσῃ ἐπίσης μετ' αὐτοῦ εἰς τὴν Κέρκυραν. [1270, 364, 1568, 409]
section-heading: Η ΑΝΑΧΩΡΗΣΙΣ ΤΟΥ ΒΑΣΙΛΕΩΣ [1299, 470, 1539, 487]
article-paragraph: Μεγάλη ἀναδημοσιεύθη προσφορὰ διὰ τὰς Πασχαλινὰς λαμπάδας τῶν ἀπόρων παίδων, διὰ τῆς Ἐπιτροπῆς Ἀρωγῆς. [32, 1558, 172, 1665]
lead-story [364, 104, 1569, 794]
article-paragraph: Πρῶτος ἀπεφάσισε τὴν ἀποχώρησιν ἐπὶ τῇ βάσει τοῦ ὀργανισμοῦ, διότι τὰ νοσοκομεῖα εἶνε ἀναγκαῖα εἰς τὴν ἐκπαίδευσιν τῶν φοιτητῶν, καὶ ἡ ἀπαγόρευσις τῆς συνεργασίας θὰ ἐπιφέρῃ βλάβην εἰς τὴν ἐπιστήμην. [1254, 1407, 1568, 1483]
section-heading: Η ΡΩΣΣΙΚΗ ΠΡΟΣΤΑΣΙΑ [1063, 2039, 1243, 2056]
notice-paragraph: ΞΕΝΟΣ κύριος ἀπόλεσε χαρτοφύλακα. Ὅστις τὸν εὕρῃ παρακαλεῖται νὰ τὸν κομίσῃ εἰς τὰ γραφεῖα μας καὶ ἀμείβεται. [32, 1864, 172, 1987]
article-paragraph: Ἐπιτακτικὴ ἐπιθεώρησις τοῦ δημοσίου πρὸς ἐκφυγὴν πιέσεων ἐναντίον τῶν ἐργατῶν. Ἀλλ' ἰδοὺ ὅτι διὰ νὰ μὴ ληφθῇ πρόνοια τότε ποία εἶνε τὰ ἀποτελέσματα τώρα. Οἱ ὑπεργολάβοι τῆς κατασκευῆς τοῦ σιδηροδρόμου Κατερίνης καθυστεροῦν ἡμερομίσθια τῶν ἐργατῶν διὰ νὰ τοὺς ἐξαναγκάζουν εἰς πρόληψιν τῶν τροφίμων των. [32, 348, 172, 609]
column-2 [182, 106, 354, 2221]
column-rule [1248, 800, 1249, 2223]
article-paragraph: Ἀνέμενε ὅτι ὁ Αὐτοκράτωρ θὰ ἀναχωρήσῃ ἐκ Κερκύρας τὴν Μεγάλην Πέμπτην, χωρὶς ὅμως τοῦτο νὰ εἶνε ὁριστικόν. [872, 1152, 1054, 1212]
masthead: ΕΜΠΡΟΣ [758, 78, 842, 96]
lead-title: ΤΕΛΕΥΤΑΙΑ ΩΡΑ [592, 119, 1341, 193]
rebels-title-2: ΤΩΝ ΙΣΡΑΗΛΙΤΩΝ [896, 1303, 1220, 1388]
evolution-title: Η ΕΞΕΛΙΞΙΣ [883, 1720, 1233, 1777]
column-rule [866, 800, 867, 2223]
section-heading: ΕΠΙΤΙΜΟΣ ΙΑΤΡΟΣ [32, 1264, 172, 1281]
article-paragraph: Μετ' ἀντάλλαγὴν ἀπόψεων τὸ Συμβούλιον κατέληξεν εἰς τὴν ἀπόφασιν ὅπως ὁ κ. Ῥέπουλης ἀναχωρήσῃ αὐθημερὸν διὰ Θεσσαλονίκην ἵνα ἐπὶ τόπου λάβῃ τὰ ἀναγκαῖα μέτρα. [666, 325, 956, 385]
evolution-sub-2: Η ΣΥΝΑΝΤΗΣΙΣ ΕΝ ΚΕΡΚΥΡΑ [928, 1831, 1188, 1850]
article-paragraph: ΚΛΙΝΙΚΗ ΓΕΩΡΓΑΝΤΑ Στομαχόπονοι, Ἐντεροπάθειαι. Δέχεται τῇ 3ῃ μεσημβρινῆς καὶ 5—7 μ.μ. [182, 1228, 354, 1288]
clinic-hours: Ὧραι ἐπισκέψεως 9—12 καὶ 3—6 μ.μ. [569, 1025, 827, 1040]
article-paragraph: Κατὰ τὴν ἄνοιξιν, ἐποχὴν καθ' ἣν τὰ πάντα ἐν τῇ φύσει ἀνθοῦσιν, ἡ ἀνωμαλία ἡ φοβερὰ αὐτὴ τῆς ἡλικίας ἀποτελεῖ τὸν κανόνα. Ἡ ἀνωμαλία τῆς ἀνοίξεως καὶ τοῦ θέρους ἀρχίζει τὴν φύσιν τοῦ ὀργανισμοῦ. Καὶ ἐκεῖνα τὰ ἰδιαίτερα τοῦ ὀργανισμοῦ χρειάζονται ἐνίσχυσιν. [182, 153, 354, 306]
